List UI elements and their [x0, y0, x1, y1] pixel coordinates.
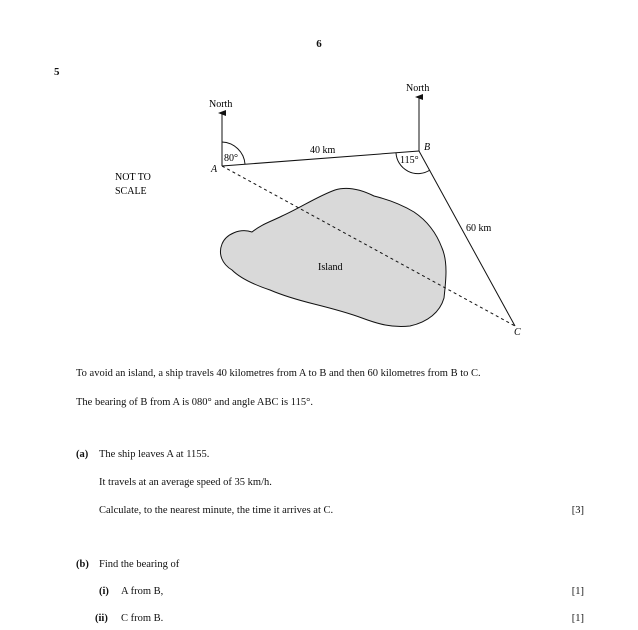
north-label-b: North	[406, 83, 430, 94]
part-a-line-2: It travels at an average speed of 35 km/h.	[99, 477, 272, 488]
distance-bc-label: 60 km	[466, 223, 492, 234]
not-to-scale-line2: SCALE	[115, 186, 147, 197]
angle-a-label: 80°	[224, 153, 238, 164]
angle-b-label: 115°	[400, 155, 419, 166]
part-b-label: (b)	[76, 559, 89, 570]
page-number: 6	[316, 38, 322, 50]
distance-ab-label: 40 km	[310, 145, 336, 156]
point-a-label: A	[211, 164, 218, 175]
north-label-a: North	[209, 99, 233, 110]
part-b-ii-label: (ii)	[95, 613, 108, 624]
part-b-ii-marks: [1]	[571, 613, 584, 624]
intro-line-1: To avoid an island, a ship travels 40 kilometres from A to B and then 60 kilometres from B to C.	[76, 368, 481, 379]
part-a-label: (a)	[76, 449, 89, 460]
not-to-scale-line1: NOT TO	[115, 172, 151, 183]
part-a-line-3: Calculate, to the nearest minute, the time it arrives at C.	[99, 505, 334, 516]
point-b-label: B	[424, 142, 431, 153]
part-b-i-text: A from B,	[121, 586, 164, 597]
question-number: 5	[54, 66, 60, 78]
part-a-marks: [3]	[571, 505, 584, 516]
intro-line-2: The bearing of B from A is 080° and angle ABC is 115°.	[76, 397, 313, 408]
part-b-ii-text: C from B.	[121, 613, 164, 624]
point-c-label: C	[514, 327, 521, 338]
part-b-line-1: Find the bearing of	[99, 559, 180, 570]
part-a-line-1: The ship leaves A at 1155.	[99, 449, 210, 460]
island-shape	[220, 188, 446, 326]
island-label: Island	[318, 262, 343, 273]
part-b-i-marks: [1]	[571, 586, 584, 597]
part-b-i-label: (i)	[99, 586, 109, 597]
